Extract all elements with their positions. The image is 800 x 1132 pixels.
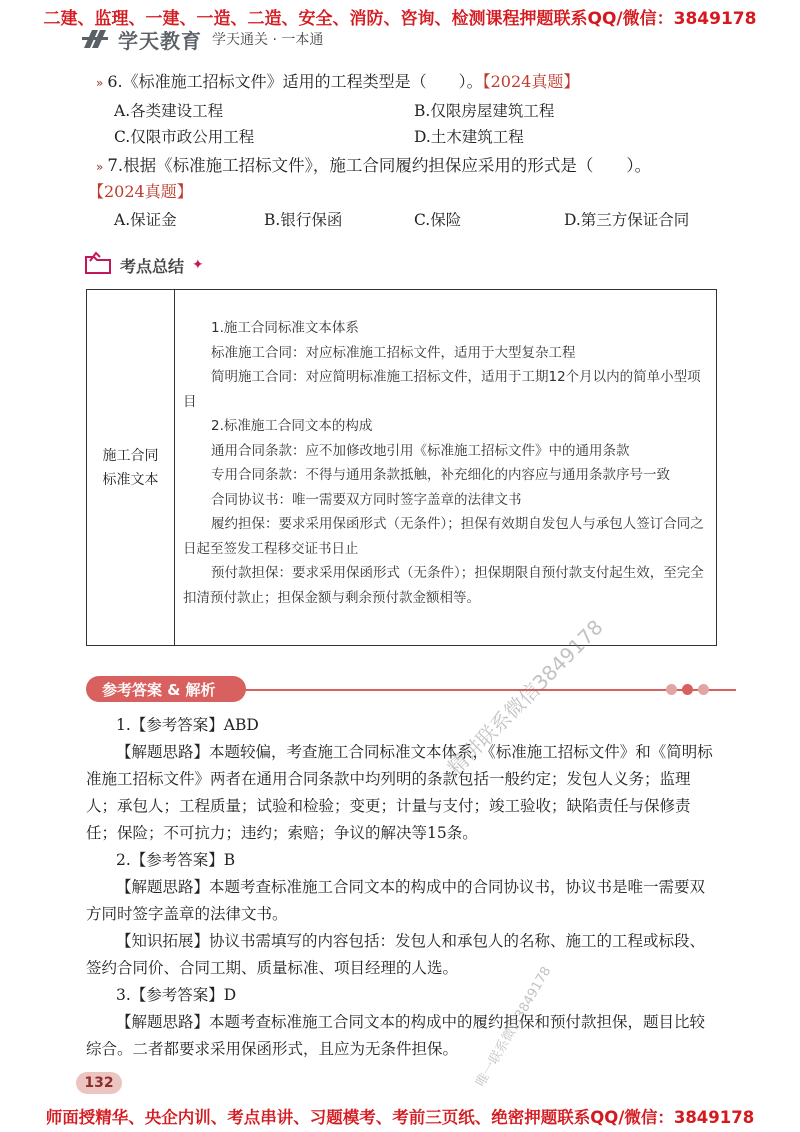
option-d: D.第三方保证合同 (564, 211, 690, 229)
summary-line: 预付款担保：要求采用保函形式（无条件）；担保期限自预付款支付起生效，至完全扣清预付款止；担保金额与剩余预付款金额相等。 (183, 565, 704, 606)
summary-line: 1.施工合同标准文本体系 (211, 320, 359, 336)
summary-line: 通用合同条款：应不加修改地引用《标准施工招标文件》中的通用条款 (211, 442, 630, 459)
question-stem: 7.根据《标准施工招标文件》，施工合同履约担保应采用的形式是（ ）。 (107, 156, 652, 175)
answer-paragraph: 【知识拓展】协议书需填写的内容包括：发包人和承包人的名称、施工的工程或标段、签约合同价、合同工期、质量标准、项目经理的人选。 (86, 932, 706, 977)
answer-paragraph: 【解题思路】本题较偏，考查施工合同标准文本体系，《标准施工招标文件》和《简明标准施工招标文件》两者在通用合同条款中均列明的条款包括一般约定；发包人义务；监理人；承包人；工程质量；试验和检验；变更；计量与支付；竣工验收；缺陷责任与保修责任；保险；不可抗力；违约；索赔；争议的解决等15条。 (86, 743, 713, 842)
decor-dot-icon (698, 684, 709, 695)
chevron-right-icon: » (96, 76, 104, 90)
summary-line: 履约担保：要求采用保函形式（无条件）；担保有效期自发包人与承包人签订合同之日起至签发工程移交证书日止 (183, 516, 704, 557)
answers-heading (86, 676, 718, 704)
summary-heading (84, 250, 204, 280)
chevron-right-icon: » (96, 160, 104, 174)
answer-paragraph: 1.【参考答案】ABD (116, 716, 259, 734)
summary-line: 简明施工合同：对应简明标准施工招标文件，适用于工期12个月以内的简单小型项目 (183, 369, 701, 410)
option-c: C.仅限市政公用工程 (114, 128, 255, 146)
decor-dot-icon (682, 684, 693, 695)
divider (236, 689, 736, 691)
question-stem: 6.《标准施工招标文件》适用的工程类型是（ ）。 (107, 72, 483, 91)
bottom-banner: 师面授精华、央企内训、考点串讲、习题模考、考前三页纸、绝密押题联系QQ/微信：3849178 (45, 1108, 755, 1127)
option-a: A.保证金 (114, 211, 177, 229)
folder-icon (84, 251, 112, 279)
summary-line: 合同协议书：唯一需要双方同时签字盖章的法律文书 (211, 491, 522, 508)
answer-paragraph: 【解题思路】本题考查标准施工合同文本的构成中的合同协议书，协议书是唯一需要双方同时签字盖章的法律文书。 (86, 878, 706, 923)
exam-tag: 【2024真题】 (482, 72, 580, 91)
option-d: D.土木建筑工程 (414, 128, 524, 146)
summary-line: 标准施工合同：对应标准施工招标文件，适用于大型复杂工程 (211, 344, 576, 361)
brand-name: 学天教育 (118, 28, 202, 53)
option-a: A.各类建设工程 (114, 102, 224, 120)
exam-tag: 【2024真题】 (88, 182, 193, 201)
page-number: 132 (76, 1072, 122, 1094)
option-b: B.仅限房屋建筑工程 (414, 102, 555, 120)
watermark: 唯一联系微信3849178 (473, 964, 555, 1090)
option-b: B.银行保函 (264, 211, 343, 229)
answers-body (86, 712, 718, 1063)
header (82, 24, 323, 54)
answer-paragraph: 【解题思路】本题考查标准施工合同文本的构成中的履约担保和预付款担保，题目比较综合。二者都要求采用保函形式，且应为无条件担保。 (86, 1013, 706, 1058)
answers-title: 参考答案 & 解析 (86, 676, 246, 702)
summary-line: 专用合同条款：不得与通用条款抵触，补充细化的内容应与通用条款序号一致 (211, 467, 670, 483)
answer-paragraph: 3.【参考答案】D (116, 986, 237, 1004)
sparkle-icon: ✦ (192, 257, 204, 273)
summary-title: 考点总结 (120, 256, 185, 276)
summary-content (183, 316, 709, 610)
brand-logo-icon (82, 28, 108, 50)
top-banner: 二建、监理、一建、一造、二造、安全、消防、咨询、检测课程押题联系QQ/微信：3849178 (43, 9, 757, 29)
decor-dot-icon (666, 684, 677, 695)
option-c: C.保险 (414, 211, 462, 229)
summary-row-label: 施工合同标准文本 (87, 290, 175, 645)
answer-paragraph: 2.【参考答案】B (116, 851, 236, 869)
book-subtitle: 学天通关 · 一本通 (212, 32, 324, 48)
summary-line: 2.标准施工合同文本的构成 (211, 418, 373, 434)
summary-table (86, 289, 717, 646)
watermark: 精讲联系微信3849178 (442, 614, 608, 780)
question-7 (96, 154, 651, 179)
question-6 (96, 70, 579, 95)
